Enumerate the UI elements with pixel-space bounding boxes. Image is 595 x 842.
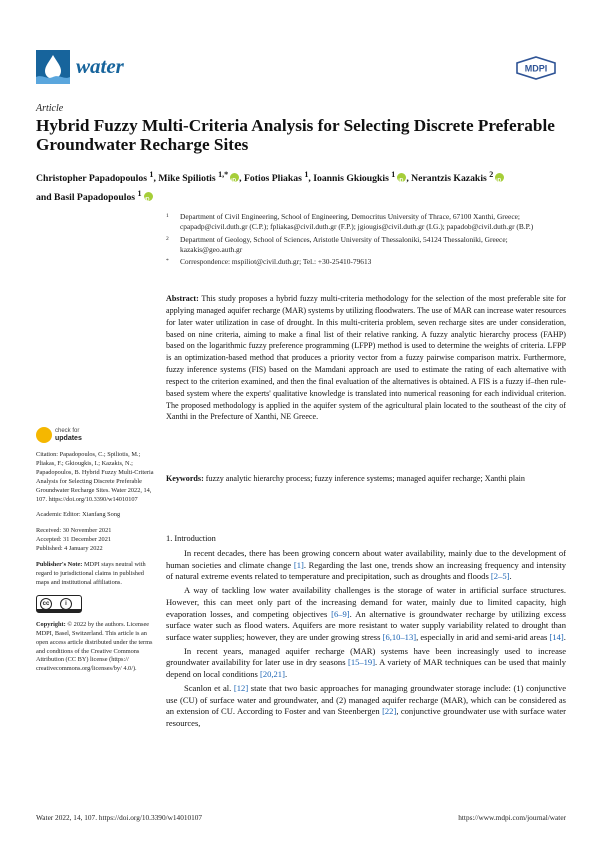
affiliation-item: 2 Department of Geology, School of Sciences, Aristotle University of Thessaloniki, 54124 Thessaloniki, Greece; kazakis@geo.auth.gr [166,234,508,254]
journal-logo-icon [36,50,70,84]
author-name: Christopher Papadopoulos [36,173,147,185]
paragraph: Scanlon et al. [12] state that two basic approaches for managing groundwater storage include: (1) conjunctive use (CU) of surface water and groundwater, and (2) managed aquifer recharge (MAR), which can be considered as an extension of CU. According to Foster and van Steenbergen [22], conjunctive groundwater use with surface water resources, [166,682,566,729]
author-name: Mike Spiliotis [158,173,216,185]
citation-link[interactable]: [2–5] [490,571,510,582]
orcid-icon[interactable] [495,173,504,182]
author-sup: 1,* [218,170,229,179]
author-sup: 2 [489,170,494,179]
check-updates-icon [36,427,52,443]
author-sup: 1 [149,170,154,179]
paragraph: In recent decades, there has been growing concern about water availability, mainly due to the development of human societies and climate change [1]. Regarding the last one, trends show an increasing frequency and intensity of natural extreme events related to temperature and precipitation, such as droughts and floods [2–5]. [166,548,566,582]
academic-editor: Academic Editor: Xianfang Song [36,511,121,519]
citation-link[interactable]: [6,10–13] [382,632,417,643]
paragraph: In recent years, managed aquifer recharge (MAR) systems have been increasingly used to increase groundwater availability for later use in dry seasons [15–19]. A variety of MAR techniques can be used that mainly depend on local conditions [20,21]. [166,645,566,680]
author-sup: 1 [137,189,142,199]
svg-text:MDPI: MDPI [524,63,548,74]
footer-journal-link[interactable]: https://www.mdpi.com/journal/water [458,813,566,822]
affiliation-item: 1 Department of Civil Engineering, School of Engineering, Democritus University of Thrace, 67100 Xanthi, Greece; cpapadp@civil.duth.gr (C.P.); fpliakas@civil.duth.gr (F.P.); jgiougis@civil.duth.gr (I.G.); papadob@civil.duth.gr (B.P.) [166,212,534,232]
author-name: Ioannis Gkiougkis [313,173,389,185]
paragraph: A way of tackling low water availability challenges is the storage of water in artificial surface structures. However, this can meet only part of the increasing demand for water, mainly due to limited capacity, high evaporation losses, and competing objectives [6–9]. An alternative is groundwater recharge by utilizing excess surface water such as flood waters. Aquifers are more resistant to water supply variability related to drought than surface water supplies; however, they are under growing stress [6,10–13], especially in arid and semi-arid areas [14]. [166,585,566,643]
keywords-label: Keywords: [166,474,204,483]
citation-link[interactable]: [12] [233,682,249,693]
author-sup: 1 [304,170,309,179]
abstract [166,293,566,423]
journal-name: water [76,54,124,78]
citation-link[interactable]: [15–19] [347,657,376,668]
citation: Citation: Papadopoulos, C.; Spiliotis, M.; Pliakas, F.; Gkiougkis, I.; Kazakis, N.; Papadopoulos, B. Hybrid Fuzzy Multi-Criteria Analysis for Selecting Discrete Preferable Groundwater Recharge Sites. Water 2022, 14, 107. https://doi.org/10.3390/w14010107 [36,451,154,503]
abstract-label: Abstract: [166,294,199,303]
mdpi-logo-icon [515,56,557,80]
body-text [166,548,566,732]
keywords [166,473,566,485]
accepted-date: Accepted: 31 December 2021 [36,536,112,544]
author-name: Basil Papadopoulos [54,192,136,204]
article-type: Article [36,103,64,114]
author-sup: 1 [391,170,396,179]
affiliations [166,212,566,269]
abstract-text: This study proposes a hybrid fuzzy multi-criteria methodology for the selection of the most preferable site for applying managed aquifer recharge (MAR) systems by utilizing floodwaters. The use of MAR can increase water resources for later water utilization in case of drought. In this multi-criteria problem, seven recharge sites are under consideration, based on nine criteria, aiming to make a final list of their relative ranking. A fuzzy analytic hierarchy process (FAHP) based on the logarithmic fuzzy preference programming (LFPP) method is used to determine the weights of criteria. LFPP is an optimization-based method that produces a priority vector from a fuzzy pairwise comparison matrix. Furthermore, fuzzy inference systems (FIS) based on the Mamdani approach are used to estimate the rating of each alternative with respect to the criterion examined, and then the final evaluation of the alternatives is obtained. A FIS is a fuzzy if–then rule-based system where the experts' qualitative knowledge is translated into numerical reasoning for each individual criterion. The proposed methodology is applied in the aquifer system of the agricultural plain located to the southeast of the city of Xanthi in the Prefecture of Xanthi, NE Greece. [166,294,566,422]
footer-citation[interactable]: Water 2022, 14, 107. https://doi.org/10.3390/w14010107 [36,813,203,822]
citation-link[interactable]: [20,21] [260,669,285,680]
received-date: Received: 30 November 2021 [36,527,112,535]
orcid-icon[interactable] [230,173,239,182]
orcid-icon[interactable] [397,173,406,182]
citation-link[interactable]: [14] [549,632,564,643]
keywords-text: fuzzy analytic hierarchy process; fuzzy inference systems; managed aquifer recharge; Xanthi plain [205,474,525,483]
orcid-icon[interactable] [144,192,153,201]
section-heading: 1. Introduction [166,534,216,543]
author-name: Nerantzis Kazakis [411,173,487,185]
check-for-updates-button[interactable]: check for updates [36,425,96,447]
affiliation-item: * Correspondence: mspiliot@civil.duth.gr; Tel.: +30-25410-79613 [166,257,372,267]
published-date: Published: 4 January 2022 [36,545,103,553]
cc-by-license-icon[interactable]: cc i [36,595,82,613]
citation-link[interactable]: [1] [293,559,304,570]
copyright: Copyright: © 2022 by the authors. Licensee MDPI, Basel, Switzerland. This article is an open access article distributed under the terms and conditions of the Creative Commons Attribution (CC BY) license (https:// creativecommons.org/licenses/by/ 4.0/). [36,620,153,673]
publisher-note: Publisher's Note: MDPI stays neutral with regard to jurisdictional claims in published maps and institutional affiliations. [36,561,146,586]
sidebar [36,451,154,681]
paper-title: Hybrid Fuzzy Multi-Criteria Analysis for Selecting Discrete Preferable Groundwater Recharge Sites [36,116,555,154]
citation-link[interactable]: [6–9] [331,608,350,619]
author-name: Fotios Pliakas [244,173,302,185]
citation-link[interactable]: [22] [382,706,397,717]
author-list: Christopher Papadopoulos $^1$, Mike Spiliotis $^{1,*}$iD , Fotios Pliakas $^1$, Ioannis Gkiougkis $^1$iD , Nerantzis Kazakis $^2$iD and Basil Papadopoulos $^1$iD [36,167,576,205]
